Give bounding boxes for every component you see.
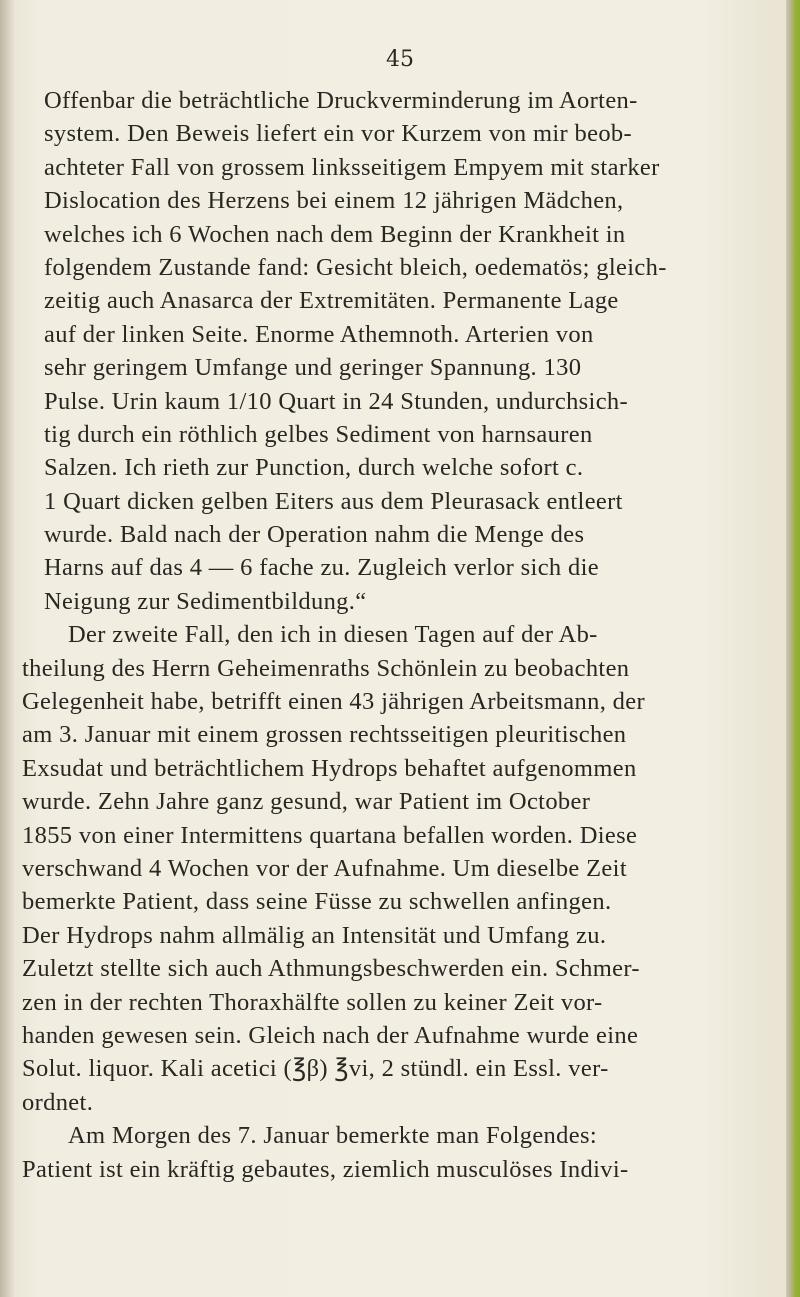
text-line: Gelegenheit habe, betrifft einen 43 jährigen Arbeitsmann, der	[22, 688, 645, 716]
text-line: wurde. Bald nach der Operation nahm die Menge des	[44, 521, 585, 549]
text-line: Pulse. Urin kaum 1/10 Quart in 24 Stunden, undurchsich-	[44, 387, 629, 415]
text-line: achteter Fall von grossem linksseitigem Empyem mit starker	[44, 153, 660, 181]
text-line: system. Den Beweis liefert ein vor Kurzem von mir beob-	[44, 120, 633, 148]
text-line: Solut. liquor. Kali acetici (℥β) ℥vi, 2 stündl. ein Essl. ver-	[22, 1055, 609, 1083]
text-line: Am Morgen des 7. Januar bemerkte man Folgendes:	[68, 1122, 598, 1150]
text-line: zeitig auch Anasarca der Extremitäten. Permanente Lage	[44, 287, 619, 315]
text-line: wurde. Zehn Jahre ganz gesund, war Patient im October	[22, 788, 591, 816]
text-line: 1 Quart dicken gelben Eiters aus dem Pleurasack entleert	[44, 487, 623, 515]
page-gutter-shadow	[0, 0, 14, 1297]
text-line: Offenbar die beträchtliche Druckverminderung im Aorten-	[44, 87, 638, 114]
text-line: ordnet.	[22, 1088, 94, 1116]
text-line: tig durch ein röthlich gelbes Sediment von harnsauren	[44, 420, 593, 448]
text-line: Neigung zur Sedimentbildung.“	[44, 587, 367, 615]
text-line: 1855 von einer Intermittens quartana befallen worden. Diese	[22, 821, 638, 849]
text-line: Dislocation des Herzens bei einem 12 jährigen Mädchen,	[44, 187, 624, 215]
page-right-edge	[786, 0, 800, 1297]
text-line: sehr geringem Umfange und geringer Spannung. 130	[44, 354, 582, 382]
body-text	[22, 84, 722, 1186]
text-line: verschwand 4 Wochen vor der Aufnahme. Um dieselbe Zeit	[22, 854, 627, 882]
text-line: zen in der rechten Thoraxhälfte sollen zu keiner Zeit vor-	[22, 988, 603, 1016]
page-number: 45	[386, 47, 414, 72]
text-line: welches ich 6 Wochen nach dem Beginn der Krankheit in	[44, 220, 626, 248]
text-line: auf der linken Seite. Enorme Athemnoth. Arterien von	[44, 320, 594, 348]
text-line: Zuletzt stellte sich auch Athmungsbeschwerden ein. Schmer-	[22, 955, 640, 983]
text-line: bemerkte Patient, dass seine Füsse zu schwellen anfingen.	[22, 888, 612, 916]
text-line: Exsudat und beträchtlichem Hydrops behaftet aufgenommen	[22, 754, 637, 782]
text-line: Harns auf das 4 — 6 fache zu. Zugleich verlor sich die	[44, 554, 599, 582]
text-line: Patient ist ein kräftig gebautes, ziemlich musculöses Indivi-	[22, 1155, 629, 1183]
text-line: folgendem Zustande fand: Gesicht bleich, oedematös; gleich-	[44, 253, 667, 281]
text-line: theilung des Herrn Geheimenraths Schönlein zu beobachten	[22, 654, 630, 682]
text-line: handen gewesen sein. Gleich nach der Aufnahme wurde eine	[22, 1021, 639, 1049]
text-line: Salzen. Ich rieth zur Punction, durch welche sofort c.	[44, 454, 584, 482]
text-line: am 3. Januar mit einem grossen rechtsseitigen pleuritischen	[22, 721, 627, 749]
text-line: Der Hydrops nahm allmälig an Intensität und Umfang zu.	[22, 921, 607, 949]
text-line: Der zweite Fall, den ich in diesen Tagen auf der Ab-	[68, 621, 598, 649]
